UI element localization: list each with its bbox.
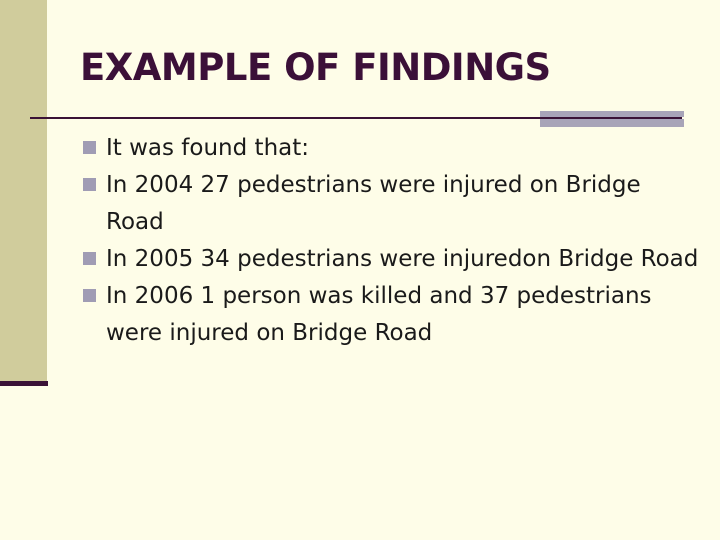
bullet-text: In 2006 1 person was killed and 37 pedestrians were injured on Bridge Road — [106, 283, 652, 346]
square-bullet-icon — [83, 252, 96, 265]
bullet-list — [82, 130, 702, 352]
bullet-text: In 2004 27 pedestrians were injured on Bridge Road — [106, 172, 641, 235]
bullet-item — [82, 130, 702, 167]
slide-title: EXAMPLE OF FINDINGS — [80, 46, 551, 89]
square-bullet-icon — [83, 141, 96, 154]
side-band-tab — [0, 381, 48, 386]
title-rule — [30, 117, 682, 119]
side-band — [0, 0, 47, 383]
bullet-item — [82, 278, 702, 352]
bullet-text: It was found that: — [106, 135, 310, 161]
bullet-text: In 2005 34 pedestrians were injuredon Bridge Road — [106, 246, 699, 272]
bullet-item — [82, 241, 702, 278]
square-bullet-icon — [83, 178, 96, 191]
title-rule-accent-lower — [540, 119, 684, 127]
square-bullet-icon — [83, 289, 96, 302]
bullet-item — [82, 167, 702, 241]
